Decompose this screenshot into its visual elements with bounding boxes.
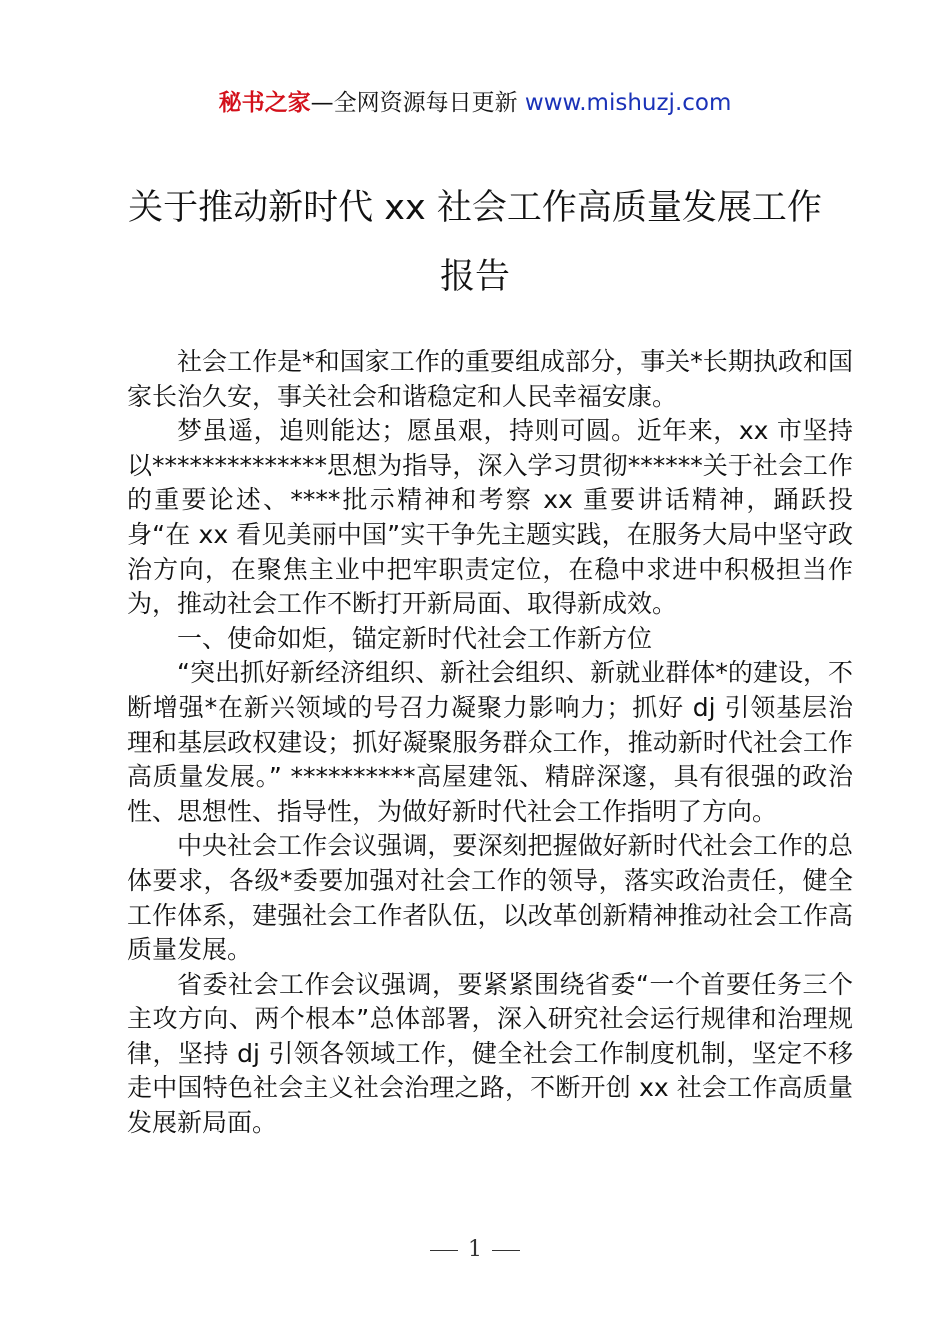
document-title-line-2: 报告 <box>439 257 510 297</box>
section-heading: 一、使命如炬，锚定新时代社会工作新方位 <box>177 623 653 653</box>
document-body <box>127 345 853 1141</box>
brand-name: 秘书之家 <box>218 90 311 116</box>
footer-dash-right <box>492 1250 520 1251</box>
footer-dash-left <box>430 1250 458 1251</box>
site-header <box>0 88 950 118</box>
body-paragraph: 梦虽遥，追则能达；愿虽艰，持则可圆。近年来，xx 市坚持以**************思想为指导，深入学习贯彻******关于社会工作的重要论述、****批示精神和考察 xx 重要讲话精神，踊跃投身“在 xx 看见美丽中国”实干争先主题实践，在服务大局中坚守政治方向，在聚焦主业中把牢职责定位，在稳中求进中积极担当作为，推动社会工作不断打开新局面、取得新成效。 <box>127 416 853 619</box>
page-footer <box>0 1235 950 1265</box>
body-paragraph: 省委社会工作会议强调，要紧紧围绕省委“一个首要任务三个主攻方向、两个根本”总体部署，深入研究社会运行规律和治理规律，坚持 dj 引领各领域工作，健全社会工作制度机制，坚定不移走中国特色社会主义社会治理之路，不断开创 xx 社会工作高质量发展新局面。 <box>127 969 853 1138</box>
document-title-line-1: 关于推动新时代 xx 社会工作高质量发展工作 <box>128 188 822 228</box>
body-paragraph: 社会工作是*和国家工作的重要组成部分，事关*长期执政和国家长治久安，事关社会和谐稳定和人民幸福安康。 <box>127 347 853 411</box>
header-tagline: —全网资源每日更新 <box>310 90 525 116</box>
body-paragraph: “突出抓好新经济组织、新社会组织、新就业群体*的建设，不断增强*在新兴领域的号召力凝聚力影响力；抓好 dj 引领基层治理和基层政权建设；抓好凝聚服务群众工作，推动新时代社会工作高质量发展。” **********高屋建瓴、精辟深邃，具有很强的政治性、思想性、指导性，为做好新时代社会工作指明了方向。 <box>127 658 853 826</box>
body-paragraph: 中央社会工作会议强调，要深刻把握做好新时代社会工作的总体要求，各级*委要加强对社会工作的领导，落实政治责任，健全工作体系，建强社会工作者队伍，以改革创新精神推动社会工作高质量发展。 <box>127 831 853 965</box>
site-url-link[interactable]: www.mishuzj.com <box>524 90 732 116</box>
page-number: 1 <box>468 1237 482 1262</box>
